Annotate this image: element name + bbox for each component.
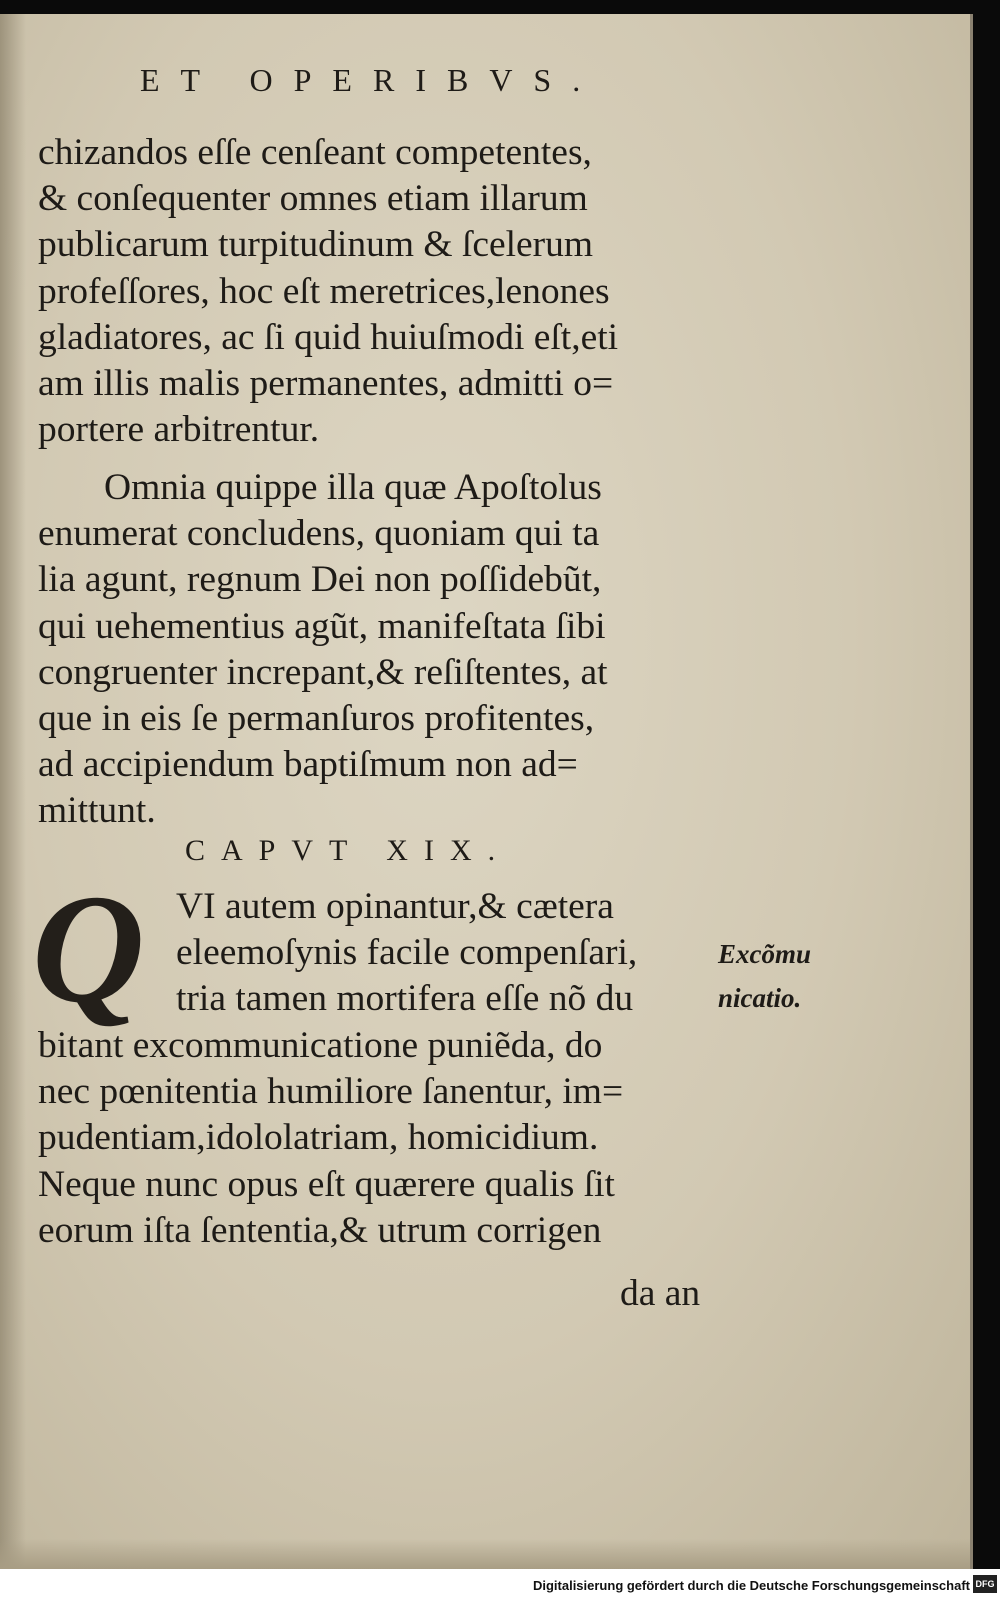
text-line: eorum iſta ſententia,& utrum corrigen [38, 1209, 602, 1251]
paragraph-1 [38, 130, 728, 453]
text-line: am illis malis permanentes, admitti o= [38, 362, 614, 404]
text-line: VI autem opinantur,& cætera [176, 886, 614, 927]
paragraph-2 [38, 465, 728, 835]
margin-note-line: Excõmu [718, 939, 812, 969]
text-line: portere arbitrentur. [38, 409, 320, 451]
dfg-logo: DFG [973, 1575, 997, 1593]
text-line: congruenter increpant,& reſiſtentes, at [38, 651, 608, 693]
text-line: publicarum turpitudinum & ſcelerum [38, 224, 594, 266]
text-line: Omnia quippe illa quæ Apoſtolus [104, 467, 602, 508]
text-line: mittunt. [38, 790, 156, 832]
text-line: profeſſores, hoc eſt meretrices,lenones [38, 270, 610, 312]
text-line: gladiatores, ac ſi quid huiuſmodi eſt,eti [38, 316, 619, 358]
text-line: lia agunt, regnum Dei non poſſidebũt, [38, 559, 602, 601]
text-line: tria tamen mortifera eſſe nõ du [176, 978, 634, 1020]
margin-note-line: nicatio. [718, 983, 802, 1013]
text-line: qui uehementius agũt, manifeſtata ſibi [38, 605, 606, 647]
running-head: ET OPERIBVS. [140, 62, 602, 98]
chapter-heading: CAPVT XIX. [185, 834, 512, 867]
margin-note [718, 932, 858, 1020]
drop-cap: Q [32, 862, 145, 1035]
drop-cap-lines [176, 884, 716, 1023]
footer-credit: Digitalisierung gefördert durch die Deutsche Forschungsgemeinschaft [532, 1578, 970, 1593]
text-line: enumerat concludens, quoniam qui ta [38, 513, 600, 555]
text-line: eleemoſynis facile compenſari, [176, 932, 638, 974]
text-line: pudentiam,idololatriam, homicidium. [38, 1117, 599, 1159]
paragraph-3 [38, 1023, 728, 1254]
text-line: chizandos eſſe cenſeant competentes, [38, 132, 592, 173]
text-line: bitant excommunicatione puniẽda, do [38, 1025, 603, 1066]
text-line: Neque nunc opus eſt quærere qualis ſit [38, 1163, 615, 1205]
text-line: ad accipiendum baptiſmum non ad= [38, 744, 578, 786]
text-line: & conſequenter omnes etiam illarum [38, 178, 588, 220]
text-line: que in eis ſe permanſuros profitentes, [38, 697, 595, 739]
text-line: nec pœnitentia humiliore ſanentur, im= [38, 1071, 624, 1113]
catchword: da an [620, 1273, 701, 1314]
